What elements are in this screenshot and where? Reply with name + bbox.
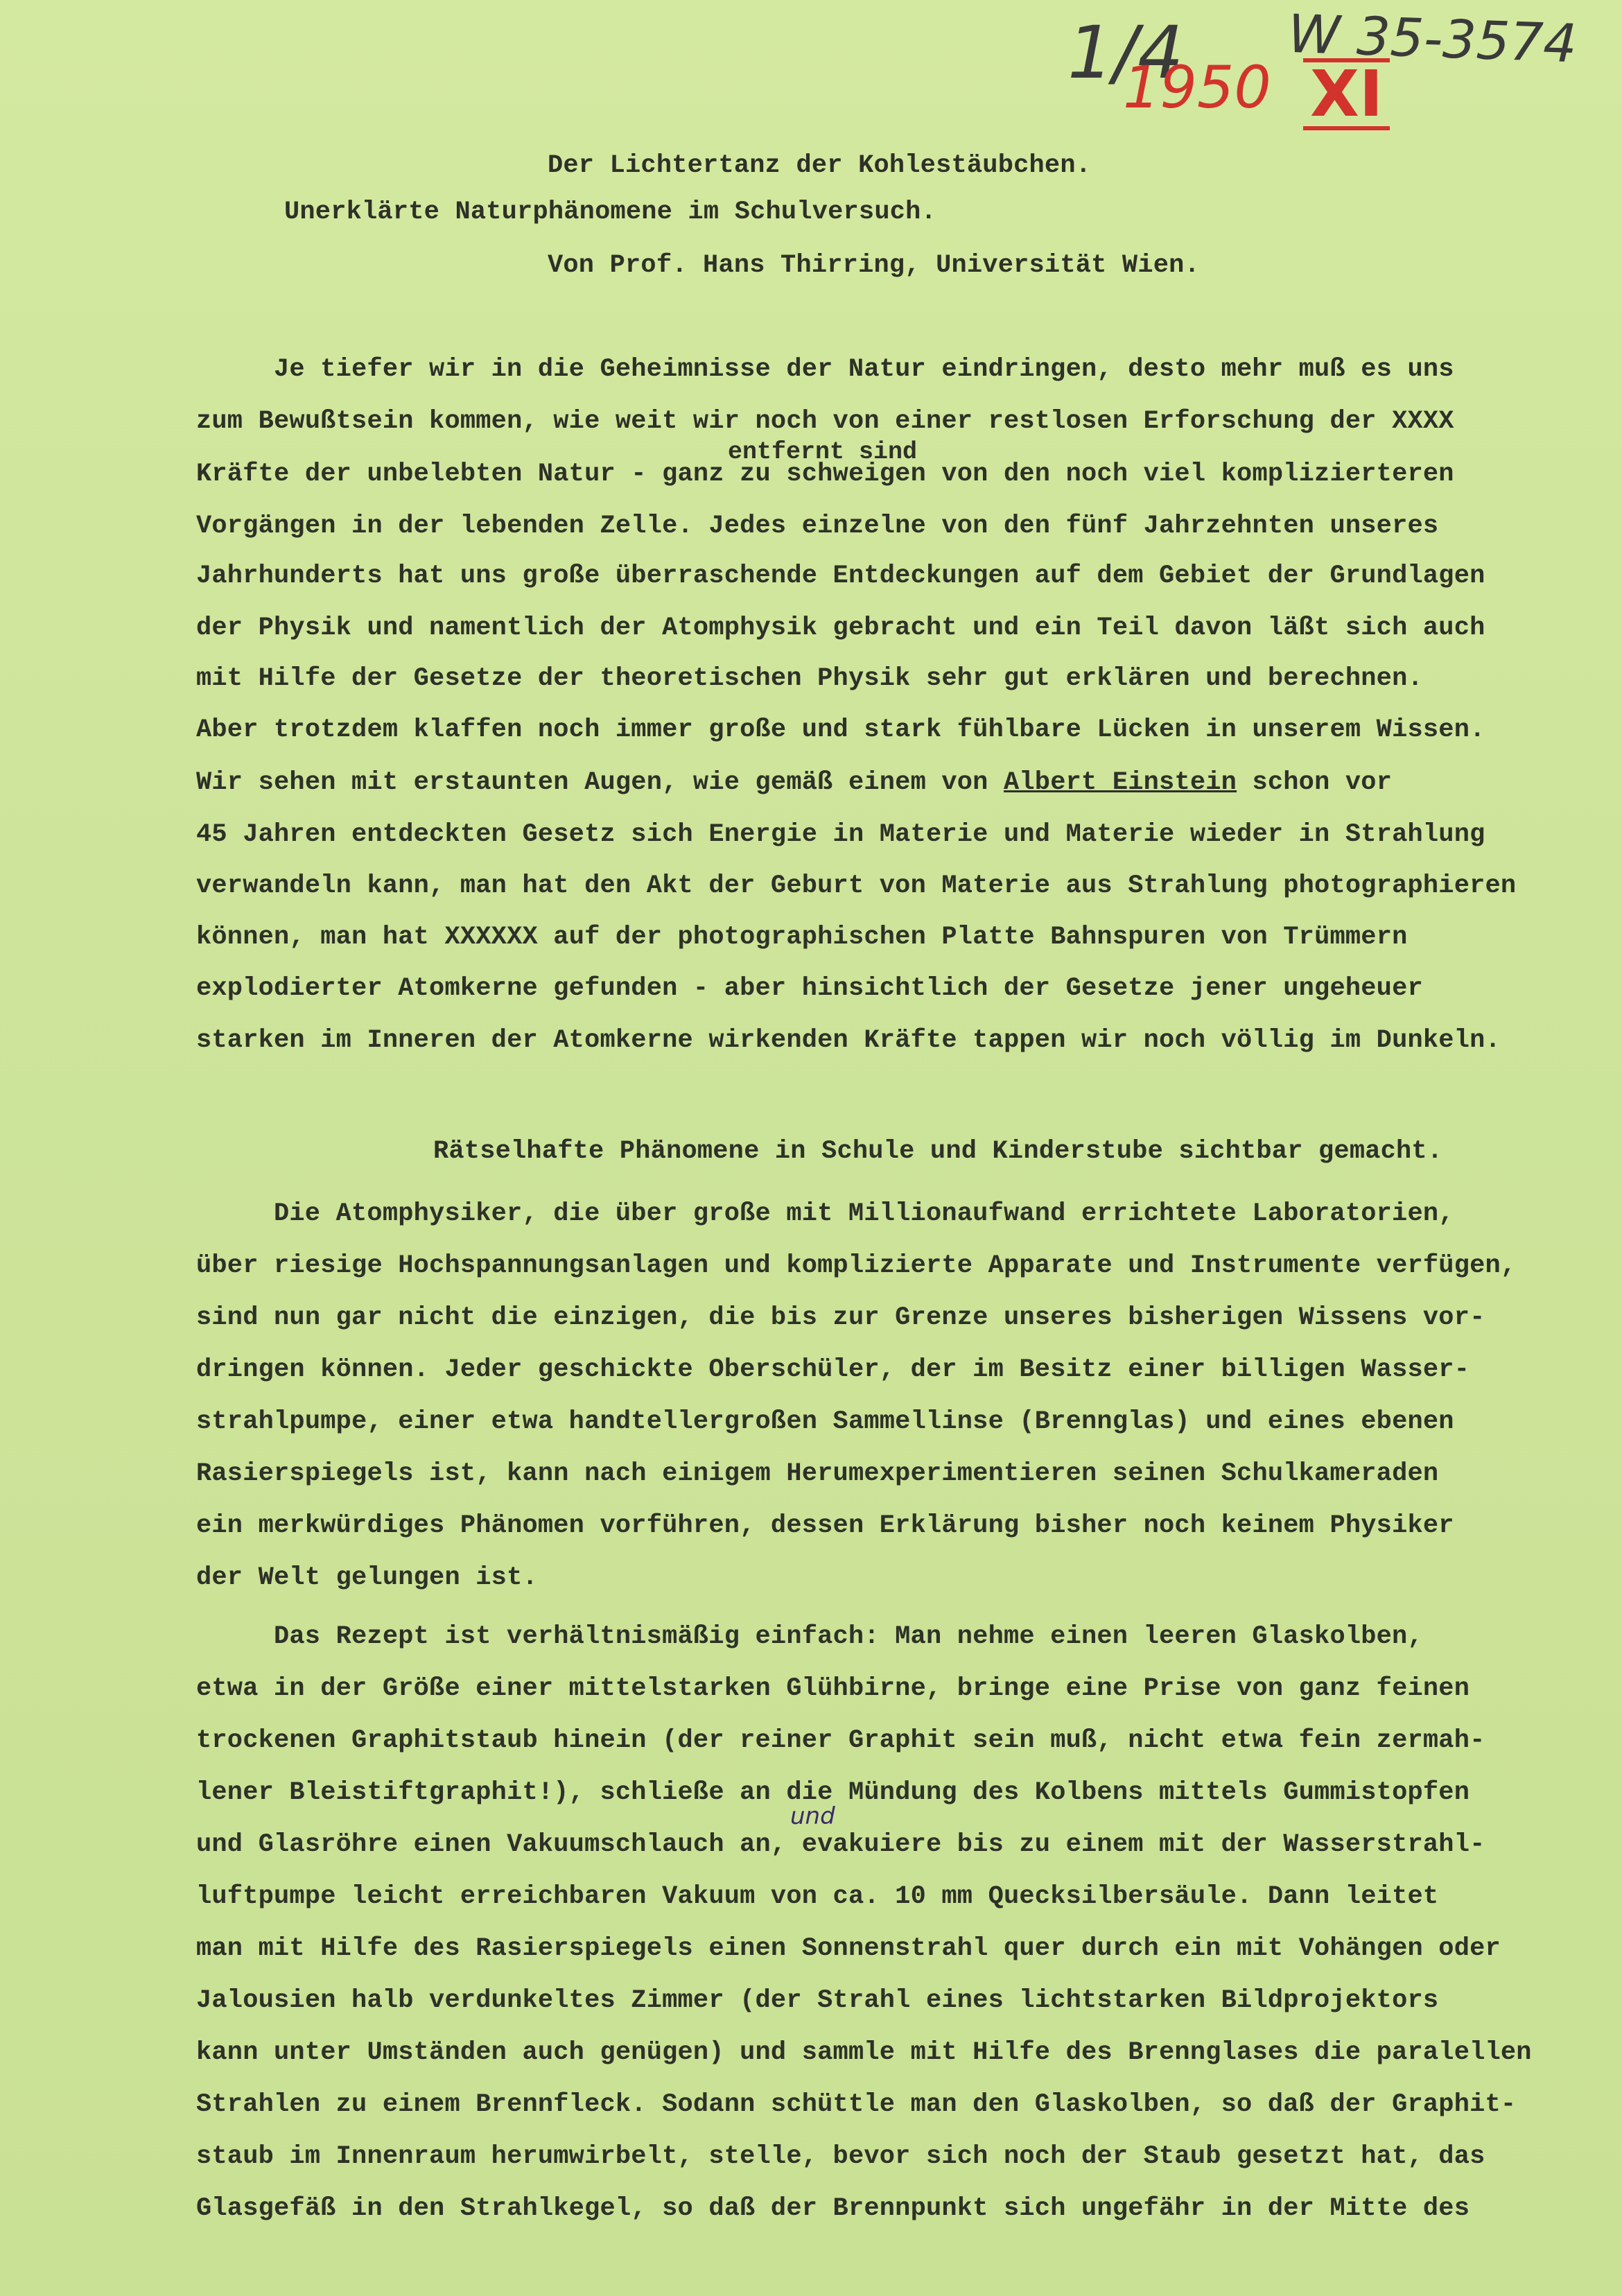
interlinear-insertion: entfernt sind	[728, 438, 918, 466]
text-line: Wir sehen mit erstaunten Augen, wie gemäß einem von Albert Einstein schon vor	[196, 768, 1393, 797]
text-line: können, man hat XXXXXX auf der photographischen Platte Bahnspuren von Trümmern	[196, 923, 1408, 952]
text-line: der Welt gelungen ist.	[196, 1563, 538, 1592]
text-line: dringen können. Jeder geschickte Oberschüler, der im Besitz einer billigen Wasser-	[196, 1355, 1470, 1384]
text-line: Aber trotzdem klaffen noch immer große und stark fühlbare Lücken in unserem Wissen.	[196, 715, 1485, 745]
text-line: strahlpumpe, einer etwa handtellergroßen Sammellinse (Brennglas) und eines ebenen	[196, 1407, 1454, 1436]
text-line: man mit Hilfe des Rasierspiegels einen Sonnenstrahl quer durch ein mit Vohängen oder	[196, 1934, 1501, 1963]
text-line: ein merkwürdiges Phänomen vorführen, dessen Erklärung bisher noch keinem Physiker	[196, 1511, 1454, 1540]
text-line: verwandeln kann, man hat den Akt der Geburt von Materie aus Strahlung photographieren	[196, 871, 1517, 901]
text-line: Kräfte der unbelebten Natur - ganz zu schweigen von den noch viel komplizierteren	[196, 460, 1454, 489]
text-line: staub im Innenraum herumwirbelt, stelle, bevor sich noch der Staub gesetzt hat, das	[196, 2142, 1485, 2171]
text-line: Die Atomphysiker, die über große mit Millionaufwand errichtete Laboratorien,	[274, 1199, 1454, 1228]
document-author: Von Prof. Hans Thirring, Universität Wien.	[548, 251, 1200, 280]
text-line: trockenen Graphitstaub hinein (der reiner Graphit sein muß, nicht etwa fein zermah-	[196, 1726, 1485, 1755]
text-line: explodierter Atomkerne gefunden - aber hinsichtlich der Gesetze jener ungeheuer	[196, 974, 1423, 1003]
text-line: sind nun gar nicht die einzigen, die bis zur Grenze unseres bisherigen Wissens vor-	[196, 1303, 1485, 1332]
text-line: Strahlen zu einem Brennfleck. Sodann schüttle man den Glaskolben, so daß der Graphit-	[196, 2090, 1517, 2119]
text-line: über riesige Hochspannungsanlagen und komplizierte Apparate und Instrumente verfügen,	[196, 1251, 1517, 1280]
text-line: Jalousien halb verdunkeltes Zimmer (der Strahl eines lichtstarken Bildprojektors	[196, 1986, 1439, 2015]
document-title: Der Lichtertanz der Kohlestäubchen.	[548, 151, 1092, 180]
text-line: Jahrhunderts hat uns große überraschende Entdeckungen auf dem Gebiet der Grundlagen	[196, 562, 1485, 591]
document-subtitle: Unerklärte Naturphänomene im Schulversuch.	[284, 198, 936, 227]
text-line: Je tiefer wir in die Geheimnisse der Natur eindringen, desto mehr muß es uns	[274, 355, 1454, 384]
text-line: Glasgefäß in den Strahlkegel, so daß der Brennpunkt sich ungefähr in der Mitte des	[196, 2194, 1470, 2223]
text-line: 45 Jahren entdeckten Gesetz sich Energie in Materie und Materie wieder in Strahlung	[196, 820, 1485, 849]
text-line: zum Bewußtsein kommen, wie weit wir noch von einer restlosen Erforschung der XXXX	[196, 407, 1454, 436]
folio-annotation: 1/4	[1067, 10, 1184, 95]
roman-numeral-annotation: XI	[1303, 58, 1390, 130]
archive-number-annotation: W 35-3574	[1287, 2, 1578, 75]
year-annotation: 1950	[1123, 53, 1271, 121]
text-line: luftpumpe leicht erreichbaren Vakuum von ca. 10 mm Quecksilbersäule. Dann leitet	[196, 1882, 1439, 1911]
handwritten-insertion: und	[790, 1802, 835, 1830]
text-line: Vorgängen in der lebenden Zelle. Jedes einzelne von den fünf Jahrzehnten unseres	[196, 512, 1439, 541]
section-heading: Rätselhafte Phänomene in Schule und Kinderstube sichtbar gemacht.	[433, 1137, 1443, 1166]
text-line: der Physik und namentlich der Atomphysik gebracht und ein Teil davon läßt sich auch	[196, 614, 1485, 643]
underlined-name: Albert Einstein	[1004, 768, 1237, 797]
text-line: starken im Inneren der Atomkerne wirkenden Kräfte tappen wir noch völlig im Dunkeln.	[196, 1026, 1501, 1055]
text-line: lener Bleistiftgraphit!), schließe an die Mündung des Kolbens mittels Gummistopfen	[196, 1778, 1470, 1807]
text-line: Das Rezept ist verhältnismäßig einfach: Man nehme einen leeren Glaskolben,	[274, 1622, 1423, 1651]
text-line: etwa in der Größe einer mittelstarken Glühbirne, bringe eine Prise von ganz feinen	[196, 1674, 1470, 1703]
text-line: mit Hilfe der Gesetze der theoretischen Physik sehr gut erklären und berechnen.	[196, 664, 1423, 693]
strikethrough-word: XXXXXX	[444, 923, 538, 952]
text-line: und Glasröhre einen Vakuumschlauch an, evakuiere bis zu einem mit der Wasserstrahl-	[196, 1830, 1485, 1859]
text-line: kann unter Umständen auch genügen) und sammle mit Hilfe des Brennglases die paralellen	[196, 2038, 1532, 2067]
text-line: Rasierspiegels ist, kann nach einigem Herumexperimentieren seinen Schulkameraden	[196, 1459, 1439, 1488]
strikethrough-word: XXXX	[1392, 407, 1454, 436]
